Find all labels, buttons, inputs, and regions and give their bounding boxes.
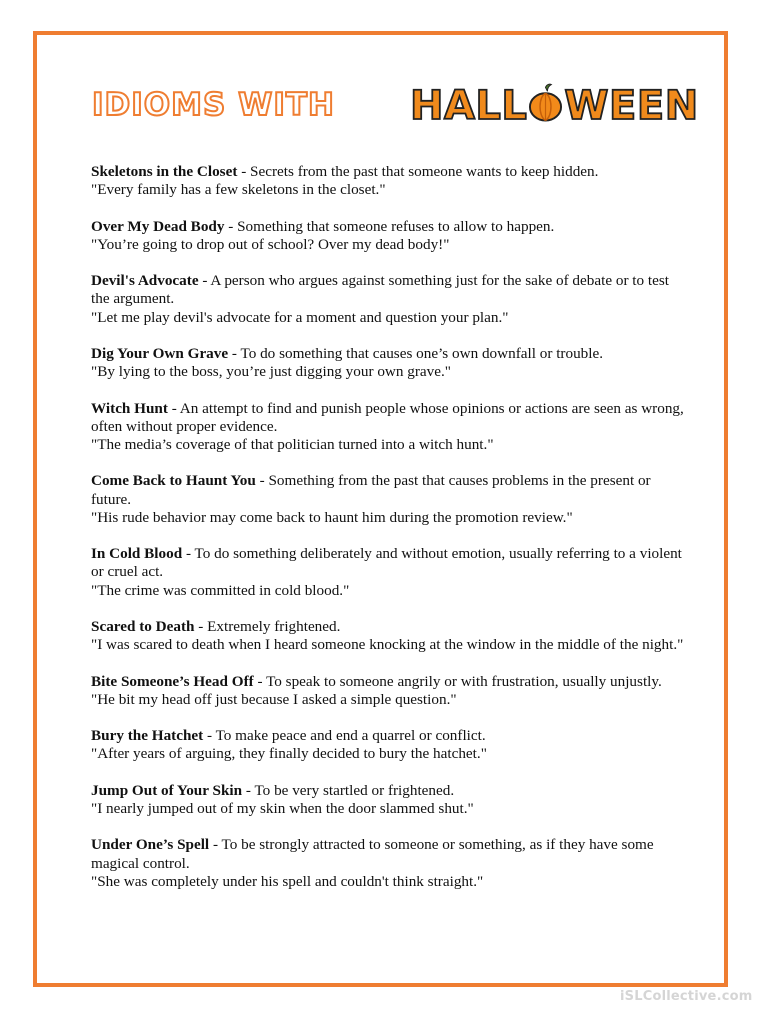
idiom-term: Jump Out of Your Skin: [91, 781, 243, 799]
idiom-example: "I was scared to death when I heard someone knocking at the window in the middle of the night.": [91, 636, 684, 654]
title-halloween-part1: HALL: [410, 83, 528, 129]
idiom-example: "By lying to the boss, you’re just digging your own grave.": [91, 363, 451, 381]
idiom-term: Come Back to Haunt You: [91, 472, 256, 490]
idiom-entry: [91, 218, 691, 254]
idiom-example: "His rude behavior may come back to haunt him during the promotion review.": [91, 508, 573, 526]
idiom-term: Over My Dead Body: [91, 217, 225, 235]
idiom-entry: [91, 345, 691, 381]
idiom-definition: - Something from the past that causes problems in the present or future.: [91, 472, 651, 508]
idiom-definition: - Something that someone refuses to allow to happen.: [224, 217, 555, 235]
idiom-term: Witch Hunt: [91, 399, 168, 417]
idiom-definition: - An attempt to find and punish people whose opinions or actions are seen as wrong, often without proper evidence.: [91, 399, 684, 435]
idiom-definition: - To be strongly attracted to someone or something, as if they have some magical control.: [91, 836, 654, 872]
idiom-example: "The media’s coverage of that politician turned into a witch hunt.": [91, 435, 494, 453]
idiom-entry: [91, 472, 691, 527]
idiom-entry: [91, 400, 691, 455]
idiom-definition: - To make peace and end a quarrel or conflict.: [203, 727, 486, 745]
idiom-definition: - To do something that causes one’s own downfall or trouble.: [228, 344, 604, 362]
idiom-entry: [91, 272, 691, 327]
idiom-definition: - To speak to someone angrily or with frustration, usually unjustly.: [253, 672, 662, 690]
idiom-term: Devil's Advocate: [91, 272, 199, 290]
idiom-example: "You’re going to drop out of school? Over my dead body!": [91, 235, 450, 253]
idiom-example: "After years of arguing, they finally decided to bury the hatchet.": [91, 745, 487, 763]
idiom-term: Skeletons in the Closet: [91, 163, 238, 180]
idiom-entry: [91, 727, 691, 763]
idiom-definition: - To do something deliberately and without emotion, usually referring to a violent or cruel act.: [91, 545, 682, 581]
idiom-term: Bite Someone’s Head Off: [91, 672, 254, 690]
idiom-entry: [91, 163, 691, 199]
idiom-term: Scared to Death: [91, 617, 195, 635]
idiom-entry: [91, 618, 691, 654]
idiom-term: Bury the Hatchet: [91, 727, 204, 745]
idiom-entry: [91, 545, 691, 600]
pumpkin-icon: [528, 83, 563, 123]
idiom-term: Dig Your Own Grave: [91, 344, 229, 362]
title-halloween: [410, 83, 699, 129]
idiom-definition: - Secrets from the past that someone wants to keep hidden.: [237, 163, 599, 180]
idiom-entry: [91, 673, 691, 709]
idiom-entry: [91, 782, 691, 818]
idiom-entry: [91, 836, 691, 891]
idiom-example: "Let me play devil's advocate for a moment and question your plan.": [91, 308, 509, 326]
idiom-definition: - To be very startled or frightened.: [242, 781, 455, 799]
page-header: [58, 80, 708, 132]
idiom-definition: - A person who argues against something just for the sake of debate or to test the argument.: [91, 272, 670, 308]
title-halloween-part2: WEEN: [564, 83, 699, 129]
idiom-list: [91, 163, 691, 909]
idiom-example: "He bit my head off just because I asked a simple question.": [91, 690, 457, 708]
idiom-example: "Every family has a few skeletons in the closet.": [91, 181, 386, 199]
idiom-example: "The crime was committed in cold blood.": [91, 581, 350, 599]
idiom-term: Under One’s Spell: [91, 836, 210, 854]
idiom-term: In Cold Blood: [91, 545, 183, 563]
title-idioms-with: IDIOMS WITH: [92, 87, 335, 123]
idiom-example: "She was completely under his spell and couldn't think straight.": [91, 872, 484, 890]
idiom-definition: - Extremely frightened.: [194, 617, 341, 635]
watermark: iSLCollective.com: [620, 989, 753, 1004]
idiom-example: "I nearly jumped out of my skin when the door slammed shut.": [91, 799, 474, 817]
